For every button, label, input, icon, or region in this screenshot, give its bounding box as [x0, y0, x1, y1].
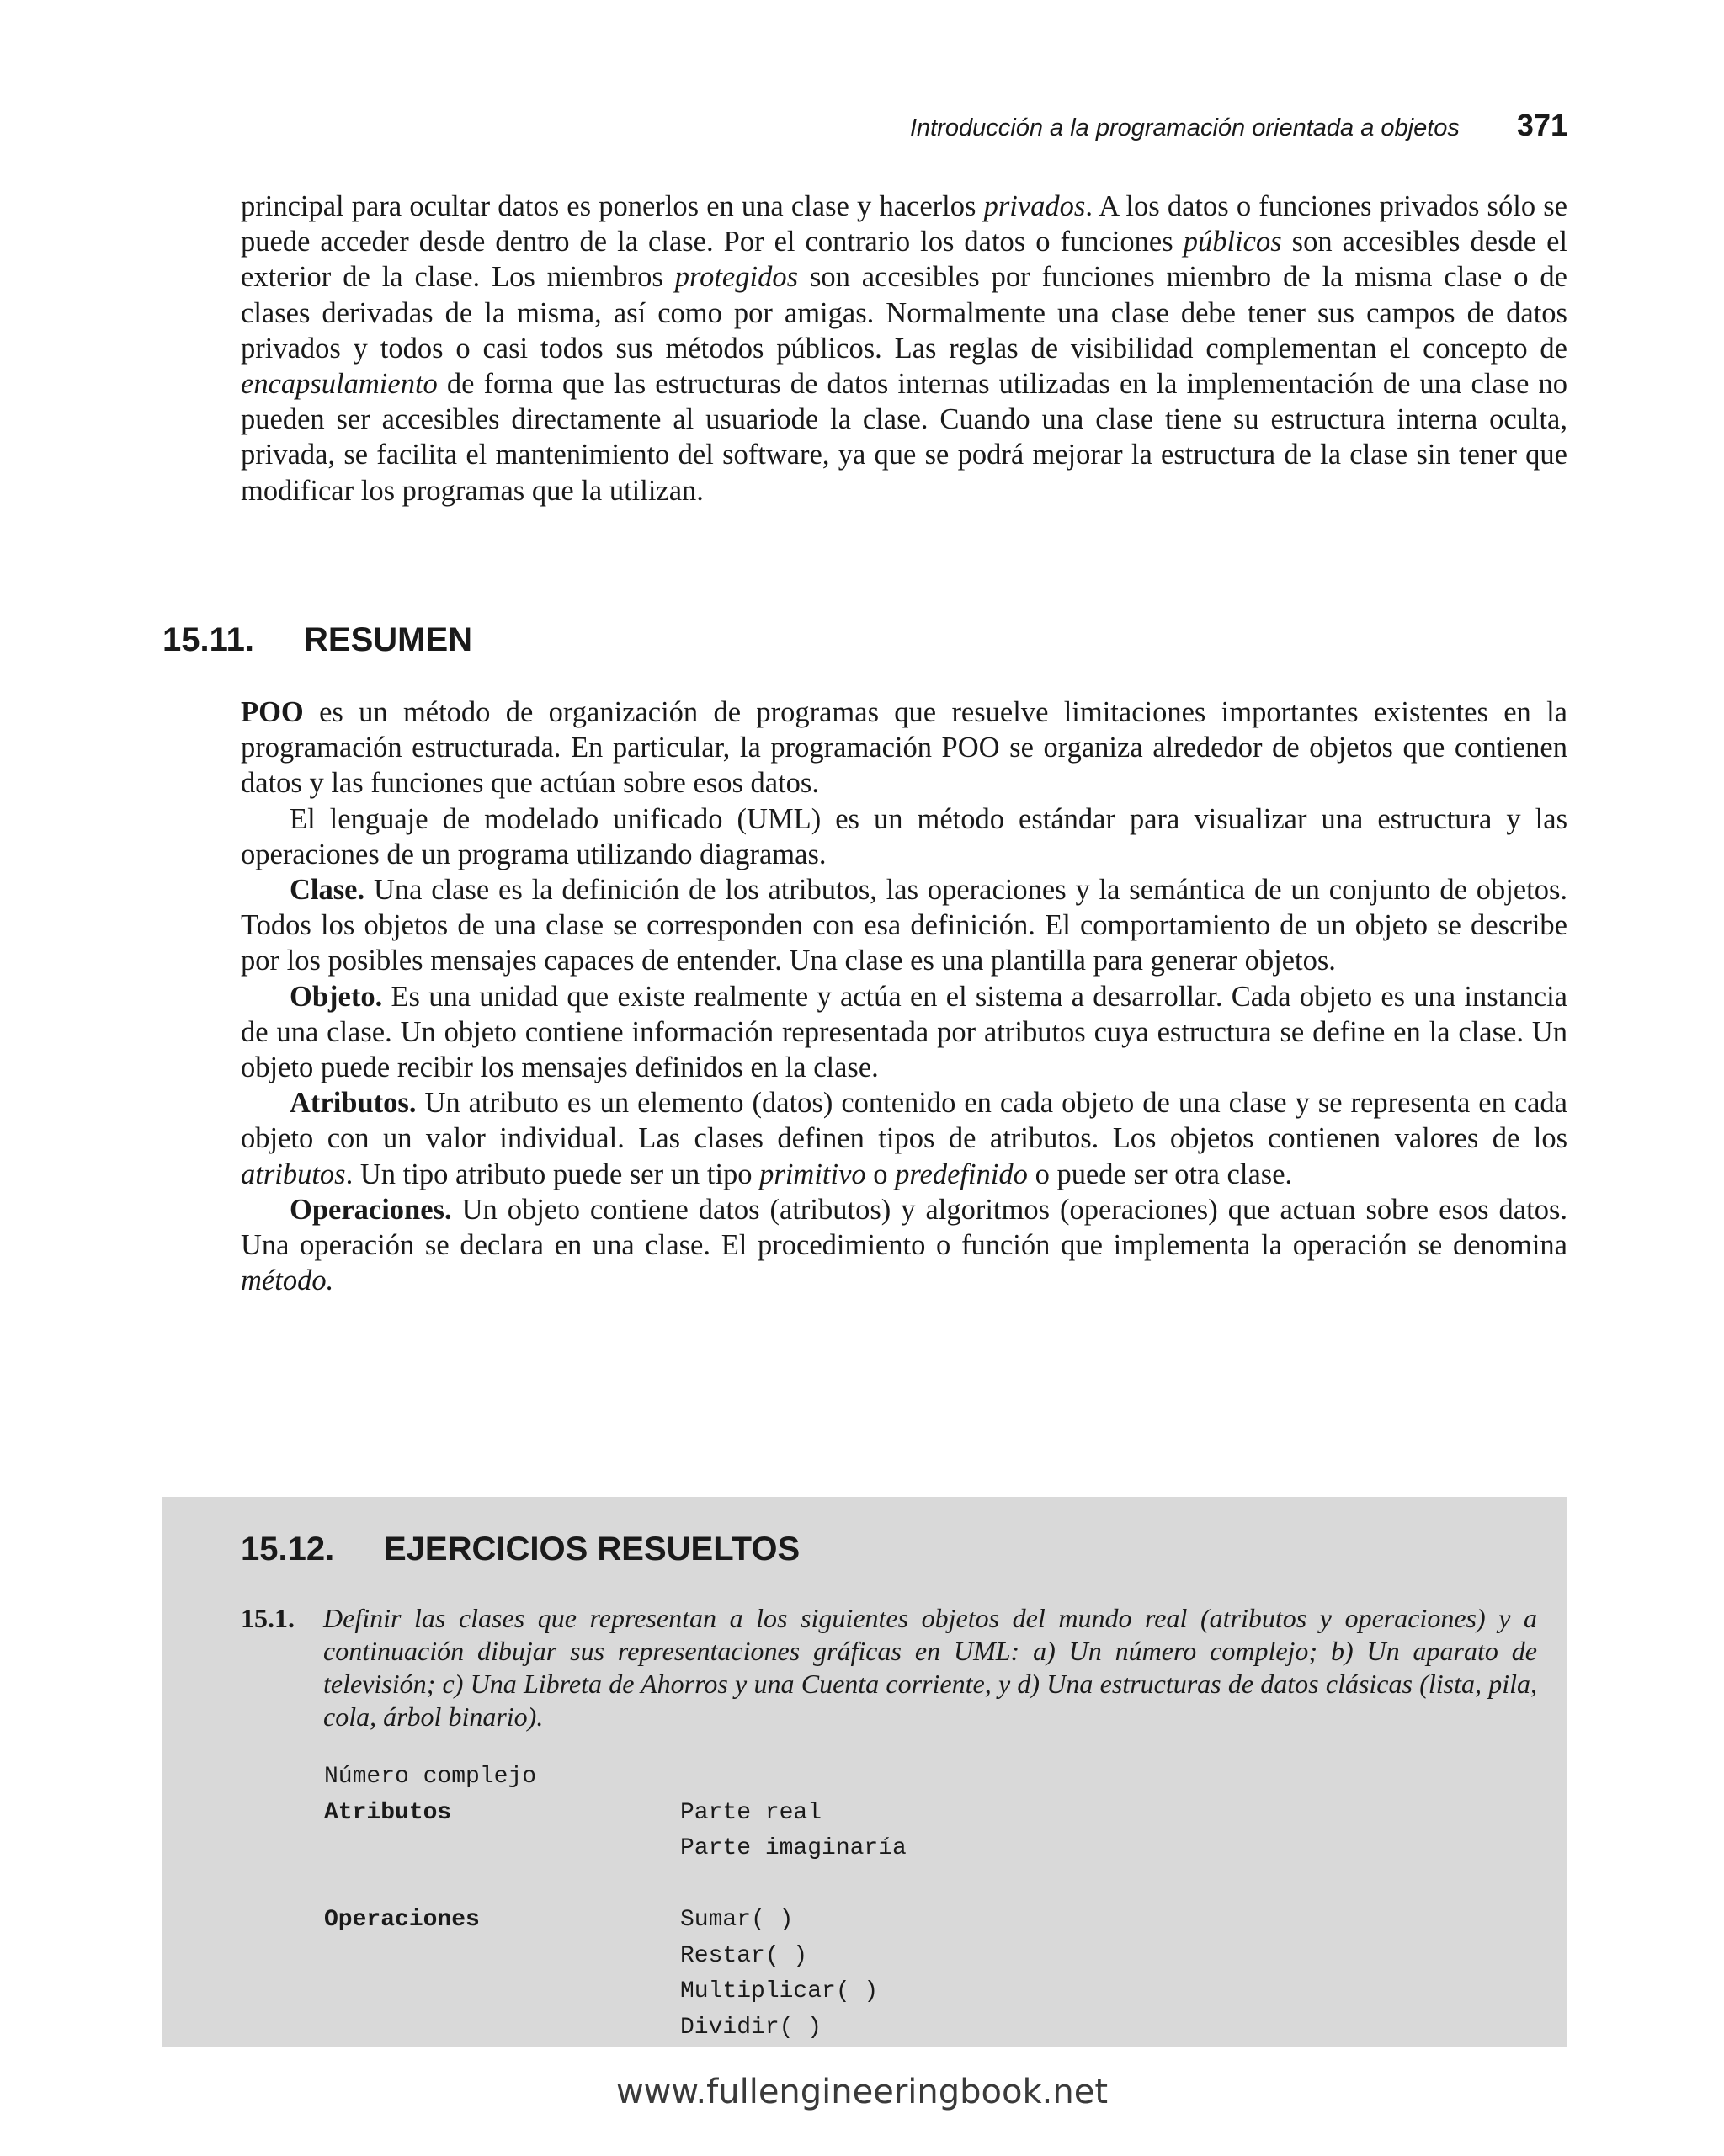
- exercise-statement: Definir las clases que representan a los siguientes objetos del mundo real (atributos y operaciones) y a continuación dibujar sus representaciones gráficas en UML: a) Un número complejo; b) Un aparato de televisión; c) Una Libreta de Ahorros y una Cuenta corriente, y d) Una estructuras de datos clásicas (lista, pila, cola, árbol binario).: [323, 1603, 1537, 1732]
- code-row: [324, 1903, 907, 1939]
- operation-item: Dividir( ): [680, 2014, 822, 2041]
- page-number: 371: [1516, 108, 1567, 142]
- section-heading-resumen: [162, 621, 472, 659]
- section-number: 15.12.: [241, 1530, 335, 1568]
- resumen-paragraph-poo: POO es un método de organización de programas que resuelve limitaciones importantes existentes en la programación estructurada. En particular, la programación POO se organiza alrededor de objetos que contienen datos y las funciones que actúan sobre esos datos.: [241, 696, 1567, 800]
- resumen-paragraph-clase: Clase. Una clase es la definición de los atributos, las operaciones y la semántica de un conjunto de objetos. Todos los objetos de una clase se corresponden con esa definición. El comportamiento de un objeto se describe por los posibles mensajes capaces de entender. Una clase es una plantilla para generar objetos.: [241, 874, 1567, 977]
- code-row: [324, 1939, 907, 1975]
- section-heading-ejercicios: [241, 1530, 800, 1568]
- intro-paragraph: principal para ocultar datos es ponerlos en una clase y hacerlos privados. A los datos o funciones privados sólo se puede acceder desde dentro de la clase. Por el contrario los datos o funciones públicos son accesibles desde el exterior de la clase. Los miembros protegidos son accesibles por funciones miembro de la misma clase o de clases derivadas de la misma, así como por amigas. Normalmente una clase debe tener sus campos de datos privados y todos o casi todos sus métodos públicos. Las reglas de visibilidad complementan el concepto de encapsulamiento de forma que las estructuras de datos internas utilizadas en la implementación de una clase no pueden ser accesibles directamente al usuariode la clase. Cuando una clase tiene su estructura interna oculta, privada, se facilita el mantenimiento del software, ya que se podrá mejorar la estructura de la clase sin tener que modificar los programas que la utilizan.: [241, 190, 1567, 507]
- running-header: [842, 108, 1567, 143]
- exercise-15-1: [241, 1602, 1537, 1733]
- operations-label: Operaciones: [324, 1907, 480, 1933]
- code-row-blank: [324, 1867, 907, 1903]
- code-row: [324, 1759, 907, 1796]
- resumen-paragraph-operaciones: Operaciones. Un objeto contiene datos (atributos) y algoritmos (operaciones) que actuan sobre esos datos. Una operación se declara en una clase. El procedimiento o función que implementa la operación se denomina método.: [241, 1193, 1567, 1297]
- class-name: Número complejo: [324, 1764, 537, 1790]
- running-title: Introducción a la programación orientada a objetos: [910, 114, 1460, 141]
- operation-item: Sumar( ): [680, 1907, 794, 1933]
- code-row: [324, 1974, 907, 2010]
- resumen-paragraph-objeto: Objeto. Es una unidad que existe realmente y actúa en el sistema a desarrollar. Cada objeto es una instancia de una clase. Un objeto contiene información representada por atributos cuya estructura se define en la clase. Un objeto puede recibir los mensajes definidos en la clase.: [241, 980, 1567, 1084]
- attributes-label: Atributos: [324, 1799, 452, 1826]
- code-block: [324, 1759, 907, 2046]
- resumen-paragraph-uml: El lenguaje de modelado unificado (UML) es un método estándar para visualizar una estructura y las operaciones de un programa utilizando diagramas.: [241, 802, 1567, 870]
- code-row: [324, 1831, 907, 1867]
- operation-item: Restar( ): [680, 1942, 808, 1969]
- resumen-body: [241, 695, 1567, 1298]
- code-row: [324, 2010, 907, 2047]
- resumen-paragraph-atributos: Atributos. Un atributo es un elemento (datos) contenido en cada objeto de una clase y se representa en cada objeto con un valor individual. Las clases definen tipos de atributos. Los objetos contienen valores de los atributos. Un tipo atributo puede ser un tipo primitivo o predefinido o puede ser otra clase.: [241, 1087, 1567, 1190]
- section-title: EJERCICIOS RESUELTOS: [384, 1530, 801, 1568]
- attribute-item: Parte real: [680, 1799, 822, 1826]
- attribute-item: Parte imaginaría: [680, 1835, 907, 1861]
- operation-item: Multiplicar( ): [680, 1978, 879, 2004]
- exercise-number: 15.1.: [241, 1603, 295, 1633]
- section-number: 15.11.: [162, 621, 255, 658]
- section-title: RESUMEN: [304, 621, 473, 658]
- code-row: [324, 1796, 907, 1832]
- footer-url: www.fullengineeringbook.net: [615, 2073, 1109, 2111]
